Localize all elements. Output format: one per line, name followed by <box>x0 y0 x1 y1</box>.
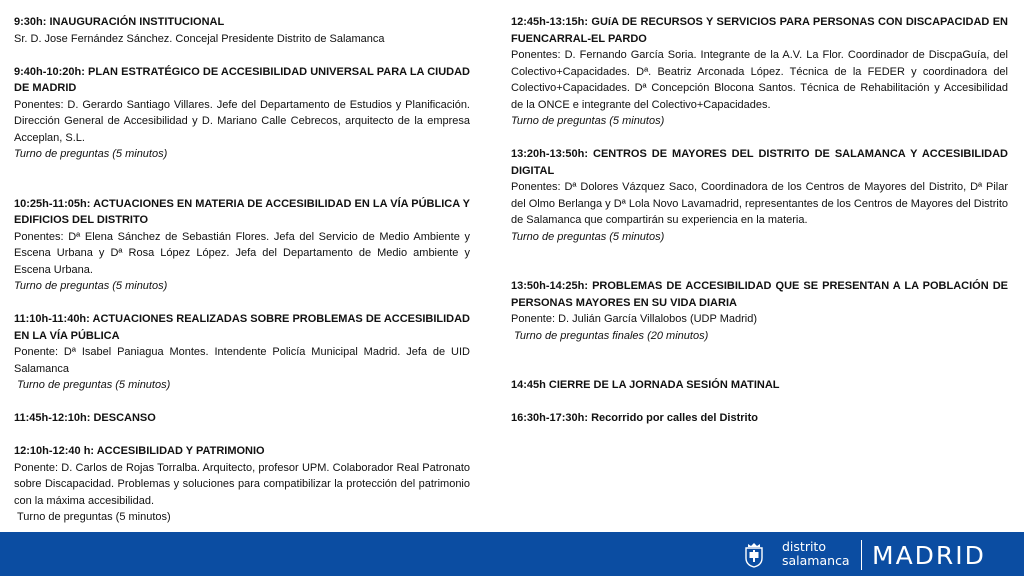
session-title: 12:10h-12:40 h: ACCESIBILIDAD Y PATRIMONIO <box>14 445 265 457</box>
session-recorrido <box>511 410 1008 427</box>
session-questions: Turno de preguntas (5 minutos) <box>17 511 171 523</box>
session-title: 13:20h-13:50h: CENTROS DE MAYORES DEL DISTRITO DE SALAMANCA Y ACCESIBILIDAD DIGITAL <box>511 148 1008 177</box>
session-speakers: Ponentes: Dª Elena Sánchez de Sebastián Flores. Jefa del Servicio de Medio Ambiente y Escena Urbana y Dª Rosa López López. Jefa del Departamento de Medio ambiente y Escena Urbana. <box>14 230 470 276</box>
session-centros-mayores <box>511 146 1008 245</box>
session-speakers: Ponente: Dª Isabel Paniagua Montes. Intendente Policía Municipal Madrid. Jefa de UID Salamanca <box>14 346 470 375</box>
madrid-logo <box>744 540 1000 572</box>
session-title: 12:45h-13:15h: GUíA DE RECURSOS Y SERVICIOS PARA PERSONAS CON DISCAPACIDAD EN FUENCARRAL-EL PARDO <box>511 16 1008 45</box>
session-plan-estrategico <box>14 64 470 163</box>
session-questions: Turno de preguntas (5 minutos) <box>17 379 171 391</box>
session-title: 9:40h-10:20h: PLAN ESTRATÉGICO DE ACCESIBILIDAD UNIVERSAL PARA LA CIUDAD DE MADRID <box>14 65 470 94</box>
session-title: 11:45h-12:10h: DESCANSO <box>14 412 156 424</box>
session-title: 16:30h-17:30h: Recorrido por calles del Distrito <box>511 412 758 424</box>
session-guia-recursos <box>511 14 1008 130</box>
district-label: distrito <box>782 539 826 554</box>
session-questions: Turno de preguntas (5 minutos) <box>511 115 665 127</box>
session-problemas-mayores <box>511 278 1008 344</box>
left-column <box>14 14 470 526</box>
district-name <box>782 540 850 568</box>
session-questions: Turno de preguntas finales (20 minutos) <box>514 329 709 342</box>
session-questions: Turno de preguntas (5 minutos) <box>14 148 168 160</box>
session-speakers: Ponentes: D. Gerardo Santiago Villares. Jefe del Departamento de Estudios y Planificación. Dirección General de Accesibilidad y D. Mariano Calle Cebrecos, arquitecto de la empresa Acceplan, S.L. <box>14 98 470 144</box>
session-via-publica <box>14 196 470 295</box>
session-speakers: Ponentes: Dª Dolores Vázquez Saco, Coordinadora de los Centros de Mayores del Distrito, Dª Pilar del Olmo Berlanga y Dª Lola Novo Lavamadrid, representantes de los Centros de Mayores del Distrito de Salamanca que compartirán su experiencia en la materia. <box>511 181 1008 226</box>
session-speakers: Ponentes: D. Fernando García Soria. Integrante de la A.V. La Flor. Coordinador de DiscpaGuía, del Colectivo+Capacidades. Dª. Beatriz Arconada López. Técnica de la FEDER y coordinadora del Colectivo+Capacidades. Dª Concepción Blocona Santos. Técnica de Rehabilitación y Accesibilidad de la ONCE e integrante del Colectivo+Capacidades. <box>511 49 1008 111</box>
session-speakers: Ponente: D. Julián García Villalobos (UDP Madrid) <box>511 313 757 325</box>
session-questions: Turno de preguntas (5 minutos) <box>14 280 168 292</box>
session-questions: Turno de preguntas (5 minutos) <box>511 230 665 243</box>
right-column <box>511 14 1008 427</box>
session-speakers: Ponente: D. Carlos de Rojas Torralba. Arquitecto, profesor UPM. Colaborador Real Patronato sobre Discapacidad. Problemas y soluciones para compatibilizar la protección del patrimonio con la máxima accesibilidad. <box>14 461 470 507</box>
session-inauguracion <box>14 14 470 47</box>
session-actuaciones-realizadas <box>14 311 470 394</box>
session-cierre <box>511 377 1008 394</box>
session-title: 10:25h-11:05h: ACTUACIONES EN MATERIA DE ACCESIBILIDAD EN LA VÍA PÚBLICA Y EDIFICIOS DEL DISTRITO <box>14 197 470 226</box>
madrid-crest-icon <box>744 542 764 568</box>
session-title: 9:30h: INAUGURACIÓN INSTITUCIONAL <box>14 16 225 28</box>
session-title: 14:45h CIERRE DE LA JORNADA SESIÓN MATINAL <box>511 379 780 391</box>
session-title: 13:50h-14:25h: PROBLEMAS DE ACCESIBILIDAD QUE SE PRESENTAN A LA POBLACIÓN DE PERSONAS MAYORES EN SU VIDA DIARIA <box>511 280 1008 309</box>
session-patrimonio <box>14 443 470 526</box>
session-descanso <box>14 410 470 427</box>
district-value: salamanca <box>782 553 850 568</box>
city-name: MADRID <box>872 541 986 570</box>
session-speakers: Sr. D. Jose Fernández Sánchez. Concejal Presidente Distrito de Salamanca <box>14 32 385 45</box>
logo-divider <box>861 540 862 570</box>
session-title: 11:10h-11:40h: ACTUACIONES REALIZADAS SOBRE PROBLEMAS DE ACCESIBILIDAD EN LA VÍA PÚBLICA <box>14 313 470 342</box>
